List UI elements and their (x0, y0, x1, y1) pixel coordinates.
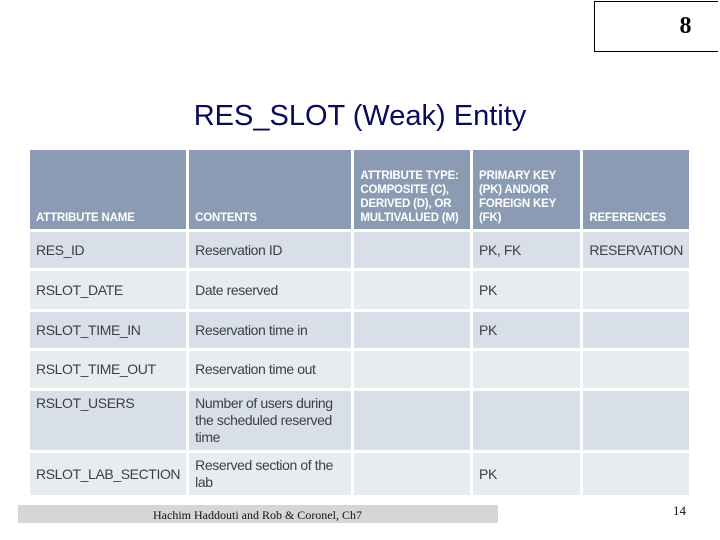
cell-references: RESERVATION (583, 232, 689, 268)
table-row (30, 232, 689, 268)
cell-key (473, 391, 580, 450)
header-primary-foreign-key: PRIMARY KEY (PK) AND/OR FOREIGN KEY (FK) (473, 150, 580, 229)
cell-contents: Date reserved (189, 271, 351, 309)
header-attribute-name: ATTRIBUTE NAME (30, 150, 186, 229)
table-row (30, 271, 689, 309)
cell-key: PK (473, 312, 580, 348)
table-row (30, 391, 689, 450)
cell-attribute-type (354, 312, 470, 348)
cell-attribute-name: RES_ID (30, 232, 186, 268)
cell-attribute-type (354, 271, 470, 309)
cell-contents: Reservation time out (189, 351, 351, 388)
cell-key (473, 351, 580, 388)
footer-credit: Hachim Haddouti and Rob & Coronel, Ch7 (153, 508, 362, 522)
cell-attribute-type (354, 391, 470, 450)
table-row (30, 312, 689, 348)
cell-references (583, 351, 689, 388)
cell-attribute-type (354, 453, 470, 495)
cell-contents: Reservation time in (189, 312, 351, 348)
cell-contents: Reserved section of the lab (189, 453, 351, 495)
cell-attribute-name: RSLOT_TIME_OUT (30, 351, 186, 388)
header-contents: CONTENTS (189, 150, 351, 229)
cell-attribute-name: RSLOT_LAB_SECTION (30, 453, 186, 495)
cell-key: PK, FK (473, 232, 580, 268)
chapter-box-top-border (595, 1, 718, 2)
table-row (30, 351, 689, 388)
attribute-table (27, 147, 692, 498)
cell-contents: Number of users during the scheduled reserved time (189, 391, 351, 450)
chapter-number: 8 (679, 12, 692, 39)
page-number: 14 (673, 503, 686, 518)
cell-attribute-name: RSLOT_USERS (30, 391, 186, 450)
cell-key: PK (473, 271, 580, 309)
slide-title-text: RES_SLOT (Weak) Entity (193, 100, 527, 132)
cell-attribute-name: RSLOT_TIME_IN (30, 312, 186, 348)
cell-attribute-name: RSLOT_DATE (30, 271, 186, 309)
table-row (30, 453, 689, 495)
chapter-number-box (594, 1, 718, 52)
cell-references (583, 312, 689, 348)
cell-attribute-type (354, 232, 470, 268)
cell-key: PK (473, 453, 580, 495)
table-header-row (30, 150, 689, 229)
cell-references (583, 271, 689, 309)
header-attribute-type: ATTRIBUTE TYPE: COMPOSITE (C), DERIVED (D), OR MULTIVALUED (M) (354, 150, 470, 229)
header-references: REFERENCES (583, 150, 689, 229)
cell-references (583, 453, 689, 495)
cell-contents: Reservation ID (189, 232, 351, 268)
cell-references (583, 391, 689, 450)
cell-attribute-type (354, 351, 470, 388)
slide-title (0, 100, 720, 133)
attribute-table-container (29, 149, 691, 490)
